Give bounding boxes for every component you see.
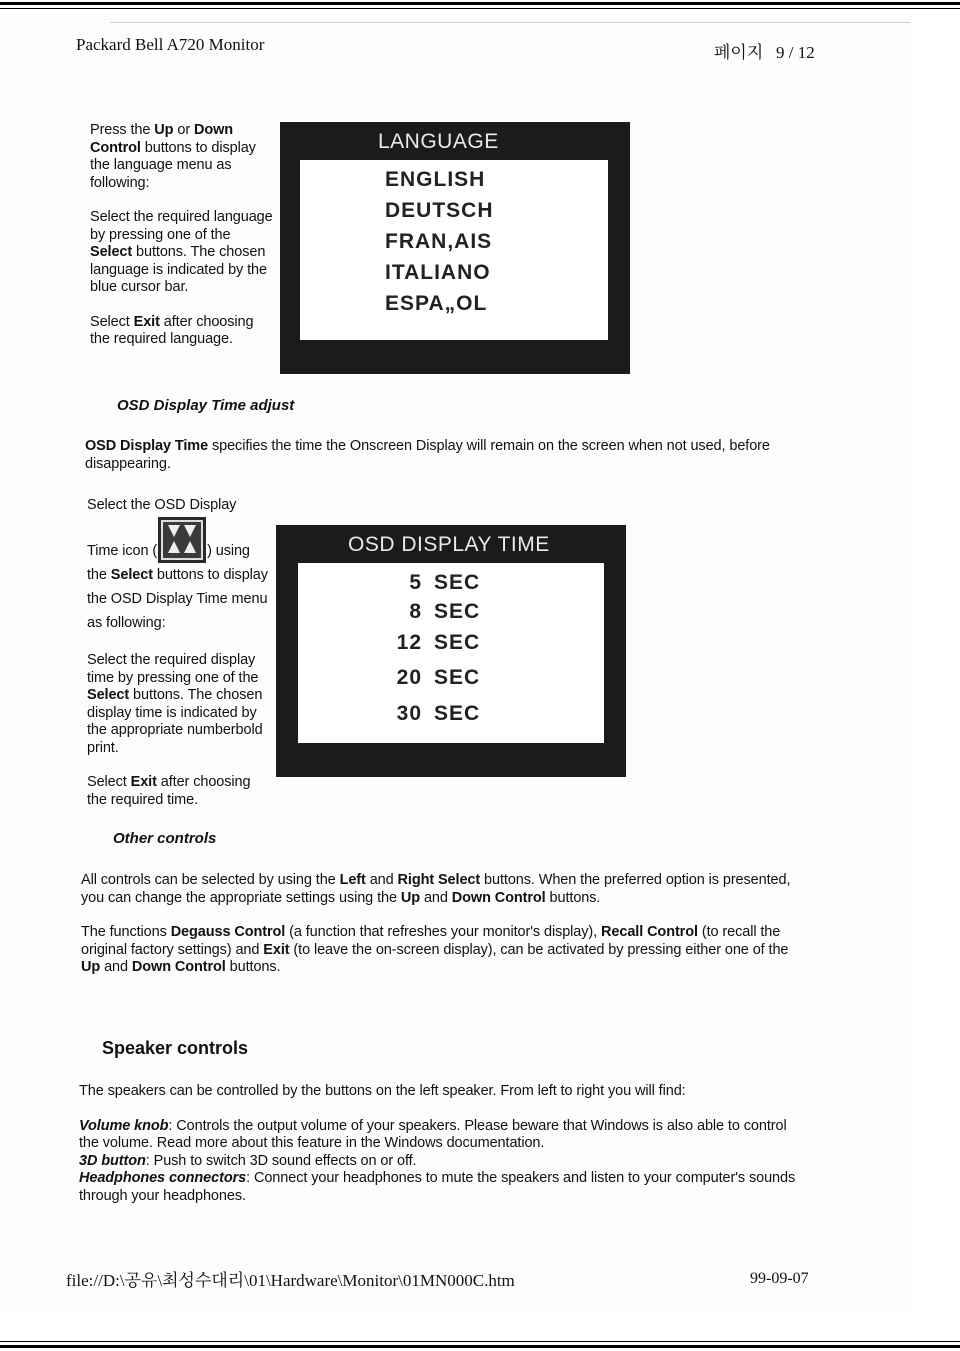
osd-time-menu-panel <box>276 525 626 777</box>
osd-time-menu-body <box>298 563 604 743</box>
language-para-3: Select Exit after choosing the required language. <box>90 313 254 347</box>
speaker-intro: The speakers can be controlled by the buttons on the left speaker. From left to right you will find: <box>79 1083 686 1099</box>
top-rule-thin <box>0 8 960 9</box>
language-menu-panel <box>280 122 630 374</box>
language-option: DEUTSCH <box>385 199 494 222</box>
language-option: ITALIANO <box>385 261 491 284</box>
language-option: ENGLISH <box>385 168 486 191</box>
language-menu-body <box>300 160 608 340</box>
other-controls-heading: Other controls <box>113 830 217 847</box>
page-indicator <box>714 38 815 63</box>
osd-time-menu-title: OSD DISPLAY TIME <box>348 533 550 556</box>
osd-time-instructions <box>87 493 273 826</box>
language-instructions <box>90 122 276 366</box>
speaker-controls-text <box>79 1083 804 1205</box>
language-option: ESPA„OL <box>385 292 488 315</box>
other-controls-text <box>81 872 806 994</box>
top-rule-thick <box>0 2 960 5</box>
osd-time-heading: OSD Display Time adjust <box>117 397 295 414</box>
speaker-headphones: Headphones connectors: Connect your headphones to mute the speakers and listen to your computer's sounds through your headphones. <box>79 1170 796 1204</box>
language-para-2: Select the required language by pressing one of the Select buttons. The chosen language is indicated by the blue cursor bar. <box>90 209 273 295</box>
time-option: 12 SEC <box>396 631 481 654</box>
osd-para-1: Select the OSD Display Time icon ( ) using the Select buttons to display the OSD Display Time menu as following: <box>87 497 268 631</box>
time-option: 5 SEC <box>409 571 481 594</box>
hourglass-icon <box>158 517 206 563</box>
speaker-volume: Volume knob: Controls the output volume of your speakers. Please beware that Windows is also able to control the volume. Read more about this feature in the Windows documentation. <box>79 1117 787 1151</box>
other-controls-para-2: The functions Degauss Control (a function that refreshes your monitor's display), Recall Control (to recall the original factory settings) and Exit (to leave the on-screen display), can be activated by pressing either one of the Up and Down Control buttons. <box>81 924 789 975</box>
time-option: 30 SEC <box>396 702 481 725</box>
footer-date: 99-09-07 <box>750 1270 809 1287</box>
page-number: 9 / 12 <box>776 43 815 62</box>
speaker-3d-button: 3D button: Push to switch 3D sound effects on or off. <box>79 1152 417 1169</box>
time-option: 20 SEC <box>396 666 481 689</box>
bottom-rule-thick <box>0 1345 960 1348</box>
language-menu-title: LANGUAGE <box>378 130 499 153</box>
language-para-1: Press the Up or Down Control buttons to display the language menu as following: <box>90 122 256 191</box>
document-title: Packard Bell A720 Monitor <box>76 35 265 54</box>
osd-para-2: Select the required display time by pressing one of the Select buttons. The chosen display time is indicated by the appropriate numberbold print. <box>87 652 263 756</box>
scan-artifact-line <box>110 22 910 23</box>
footer-file-path: file://D:\공유\최성수대리\01\Hardware\Monitor\01MN000C.htm <box>66 1271 515 1290</box>
page-label: 페이지 <box>714 43 764 62</box>
language-option: FRAN,AIS <box>385 230 493 253</box>
osd-time-intro: OSD Display Time specifies the time the Onscreen Display will remain on the screen when not used, before disappearing. <box>85 438 770 472</box>
time-option: 8 SEC <box>409 600 481 623</box>
speaker-controls-heading: Speaker controls <box>102 1038 249 1058</box>
osd-para-3: Select Exit after choosing the required time. <box>87 774 251 808</box>
bottom-rule-thin <box>0 1341 960 1342</box>
other-controls-para-1: All controls can be selected by using the Left and Right Select buttons. When the preferred option is presented, you can change the appropriate settings using the Up and Down Control buttons. <box>81 872 791 906</box>
